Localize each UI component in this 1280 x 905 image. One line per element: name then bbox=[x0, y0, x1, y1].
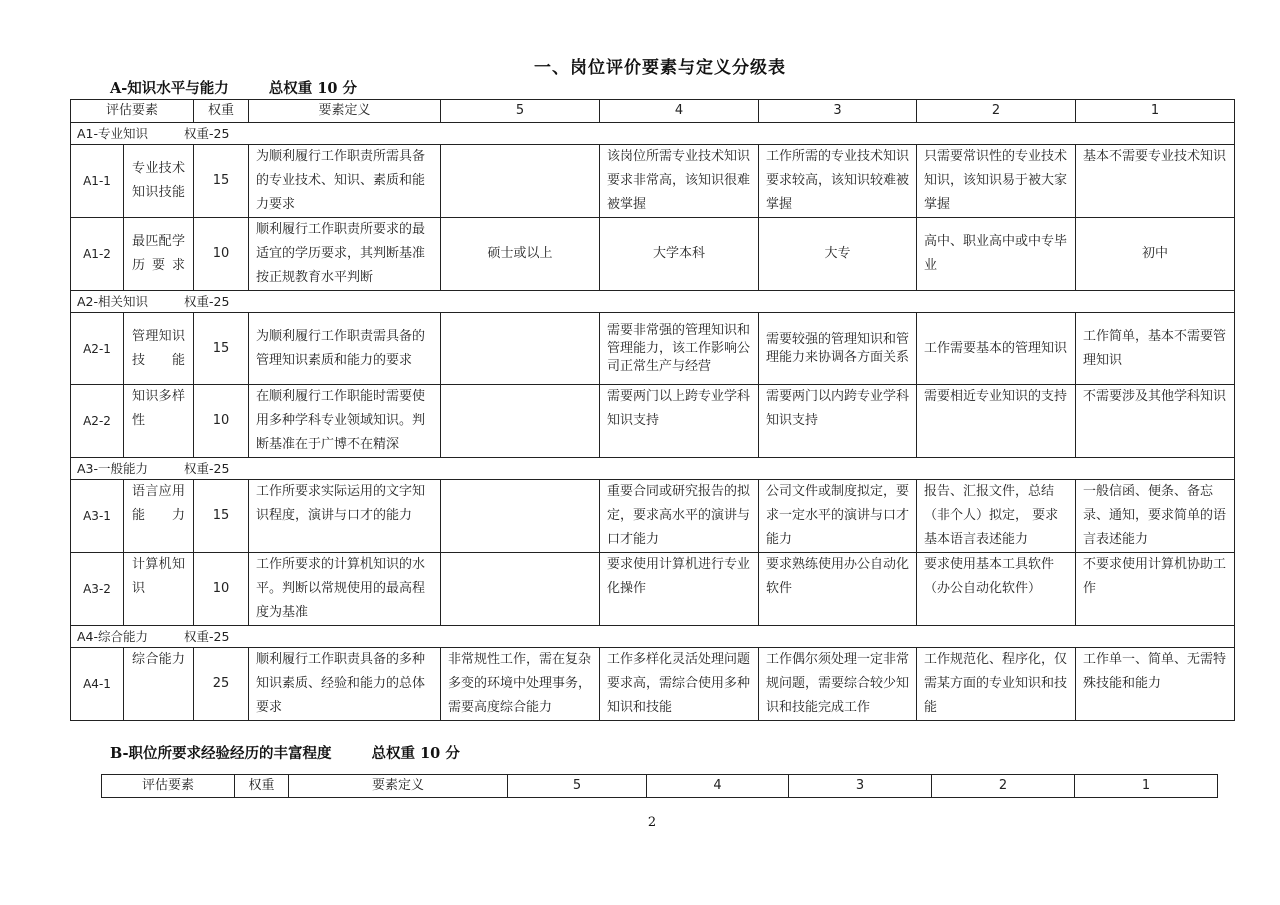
header-definition: 要素定义 bbox=[249, 100, 441, 123]
group-row bbox=[71, 123, 1235, 145]
row-code: A1-2 bbox=[71, 218, 124, 291]
group-weight: 权重-25 bbox=[184, 628, 230, 644]
row-level-2: 高中、职业高中或中专毕业 bbox=[917, 218, 1076, 291]
row-factor-name: 专业技术知识技能 bbox=[124, 145, 194, 218]
row-level-4: 工作多样化灵活处理问题要求高，需综合使用多种知识和技能 bbox=[600, 648, 759, 721]
table-row bbox=[71, 313, 1235, 385]
table-b-header-row bbox=[102, 775, 1218, 798]
table-row bbox=[71, 145, 1235, 218]
table-row bbox=[71, 385, 1235, 458]
row-level-5 bbox=[441, 553, 600, 626]
group-row bbox=[71, 458, 1235, 480]
row-level-5: 非常规性工作，需在复杂多变的环境中处理事务，需要高度综合能力 bbox=[441, 648, 600, 721]
row-level-1: 基本不需要专业技术知识 bbox=[1076, 145, 1235, 218]
section-b-title: B-职位所要求经验经历的丰富程度 bbox=[110, 745, 332, 762]
row-level-1: 工作单一、简单、无需特殊技能和能力 bbox=[1076, 648, 1235, 721]
document-title: 一、岗位评价要素与定义分级表 bbox=[534, 58, 786, 78]
header-level-4: 4 bbox=[600, 100, 759, 123]
row-level-2: 需要相近专业知识的支持 bbox=[917, 385, 1076, 458]
row-level-5 bbox=[441, 480, 600, 553]
group-label: A2-相关知识 bbox=[77, 293, 149, 309]
row-definition: 工作所要求实际运用的文字知识程度，演讲与口才的能力 bbox=[249, 480, 441, 553]
row-code: A2-2 bbox=[71, 385, 124, 458]
row-level-1: 初中 bbox=[1076, 218, 1235, 291]
header-level-5: 5 bbox=[508, 775, 647, 798]
row-weight: 15 bbox=[194, 480, 249, 553]
group-a1 bbox=[71, 123, 1235, 145]
row-level-5 bbox=[441, 385, 600, 458]
group-a2 bbox=[71, 291, 1235, 313]
group-weight: 权重-25 bbox=[184, 460, 230, 476]
row-level-3: 公司文件或制度拟定，要求一定水平的演讲与口才能力 bbox=[759, 480, 917, 553]
table-row bbox=[71, 648, 1235, 721]
row-factor-name: 最匹配学历要求 bbox=[124, 218, 194, 291]
row-level-1: 一般信函、便条、备忘录、通知，要求简单的语言表述能力 bbox=[1076, 480, 1235, 553]
row-definition: 为顺利履行工作职责所需具备的专业技术、知识、素质和能力要求 bbox=[249, 145, 441, 218]
row-level-3: 需要较强的管理知识和管理能力来协调各方面关系 bbox=[759, 313, 917, 385]
row-weight: 10 bbox=[194, 553, 249, 626]
header-weight: 权重 bbox=[194, 100, 249, 123]
row-level-1: 不需要涉及其他学科知识 bbox=[1076, 385, 1235, 458]
row-definition: 在顺利履行工作职能时需要使用多种学科专业领域知识。判断基准在于广博不在精深 bbox=[249, 385, 441, 458]
row-level-2: 工作需要基本的管理知识 bbox=[917, 313, 1076, 385]
row-level-4: 需要两门以上跨专业学科知识支持 bbox=[600, 385, 759, 458]
table-b bbox=[101, 774, 1218, 798]
row-level-4: 要求使用计算机进行专业化操作 bbox=[600, 553, 759, 626]
header-level-5: 5 bbox=[441, 100, 600, 123]
header-level-2: 2 bbox=[932, 775, 1075, 798]
row-level-1: 工作简单，基本不需要管理知识 bbox=[1076, 313, 1235, 385]
row-code: A3-1 bbox=[71, 480, 124, 553]
row-code: A2-1 bbox=[71, 313, 124, 385]
header-level-3: 3 bbox=[789, 775, 932, 798]
header-level-4: 4 bbox=[647, 775, 789, 798]
row-level-4: 该岗位所需专业技术知识要求非常高，该知识很难被掌握 bbox=[600, 145, 759, 218]
row-definition: 顺利履行工作职责所要求的最适宜的学历要求，其判断基准按正规教育水平判断 bbox=[249, 218, 441, 291]
section-a-heading bbox=[110, 77, 357, 98]
header-definition: 要素定义 bbox=[289, 775, 508, 798]
row-level-2: 要求使用基本工具软件（办公自动化软件） bbox=[917, 553, 1076, 626]
row-level-2: 只需要常识性的专业技术知识，该知识易于被大家掌握 bbox=[917, 145, 1076, 218]
header-weight: 权重 bbox=[235, 775, 289, 798]
header-level-3: 3 bbox=[759, 100, 917, 123]
group-weight: 权重-25 bbox=[184, 125, 230, 141]
row-level-1: 不要求使用计算机协助工作 bbox=[1076, 553, 1235, 626]
row-definition: 工作所要求的计算机知识的水平。判断以常规使用的最高程度为基准 bbox=[249, 553, 441, 626]
row-weight: 15 bbox=[194, 313, 249, 385]
table-a bbox=[70, 99, 1235, 721]
header-factor: 评估要素 bbox=[102, 775, 235, 798]
row-level-2: 工作规范化、程序化，仅需某方面的专业知识和技能 bbox=[917, 648, 1076, 721]
row-factor-name: 管理知识技能 bbox=[124, 313, 194, 385]
group-row bbox=[71, 291, 1235, 313]
row-weight: 25 bbox=[194, 648, 249, 721]
row-level-5 bbox=[441, 145, 600, 218]
header-level-1: 1 bbox=[1076, 100, 1235, 123]
row-level-2: 报告、汇报文件，总结（非个人）拟定， 要求基本语言表述能力 bbox=[917, 480, 1076, 553]
table-a-header-row bbox=[71, 100, 1235, 123]
row-code: A1-1 bbox=[71, 145, 124, 218]
page-number: 2 bbox=[647, 815, 657, 830]
header-factor: 评估要素 bbox=[71, 100, 194, 123]
row-weight: 10 bbox=[194, 385, 249, 458]
row-code: A4-1 bbox=[71, 648, 124, 721]
row-definition: 顺利履行工作职责具备的多种知识素质、经验和能力的总体要求 bbox=[249, 648, 441, 721]
row-factor-name: 综合能力 bbox=[124, 648, 194, 721]
row-level-3: 工作偶尔须处理一定非常规问题，需要综合较少知识和技能完成工作 bbox=[759, 648, 917, 721]
row-factor-name: 计算机知识 bbox=[124, 553, 194, 626]
row-level-3: 工作所需的专业技术知识要求较高，该知识较难被掌握 bbox=[759, 145, 917, 218]
table-row bbox=[71, 553, 1235, 626]
row-level-4: 重要合同或研究报告的拟定，要求高水平的演讲与口才能力 bbox=[600, 480, 759, 553]
header-level-2: 2 bbox=[917, 100, 1076, 123]
table-row bbox=[71, 480, 1235, 553]
row-level-5: 硕士或以上 bbox=[441, 218, 600, 291]
row-level-3: 大专 bbox=[759, 218, 917, 291]
section-a-title: A-知识水平与能力 bbox=[110, 80, 229, 97]
group-a4 bbox=[71, 626, 1235, 648]
group-weight: 权重-25 bbox=[184, 293, 230, 309]
header-level-1: 1 bbox=[1075, 775, 1218, 798]
row-code: A3-2 bbox=[71, 553, 124, 626]
row-level-3: 需要两门以内跨专业学科知识支持 bbox=[759, 385, 917, 458]
row-weight: 10 bbox=[194, 218, 249, 291]
group-label: A3-一般能力 bbox=[77, 460, 149, 476]
group-a3 bbox=[71, 458, 1235, 480]
group-label: A4-综合能力 bbox=[77, 628, 149, 644]
row-definition: 为顺利履行工作职责需具备的管理知识素质和能力的要求 bbox=[249, 313, 441, 385]
row-level-3: 要求熟练使用办公自动化软件 bbox=[759, 553, 917, 626]
row-factor-name: 知识多样性 bbox=[124, 385, 194, 458]
row-level-5 bbox=[441, 313, 600, 385]
section-b-weight: 总权重 10 分 bbox=[371, 745, 460, 762]
group-row bbox=[71, 626, 1235, 648]
row-weight: 15 bbox=[194, 145, 249, 218]
row-factor-name: 语言应用能力 bbox=[124, 480, 194, 553]
row-level-4: 需要非常强的管理知识和管理能力，该工作影响公司正常生产与经营 bbox=[600, 313, 759, 385]
row-level-4: 大学本科 bbox=[600, 218, 759, 291]
section-a-weight: 总权重 10 分 bbox=[268, 80, 358, 97]
group-label: A1-专业知识 bbox=[77, 125, 149, 141]
table-row bbox=[71, 218, 1235, 291]
section-b-heading bbox=[110, 742, 460, 763]
